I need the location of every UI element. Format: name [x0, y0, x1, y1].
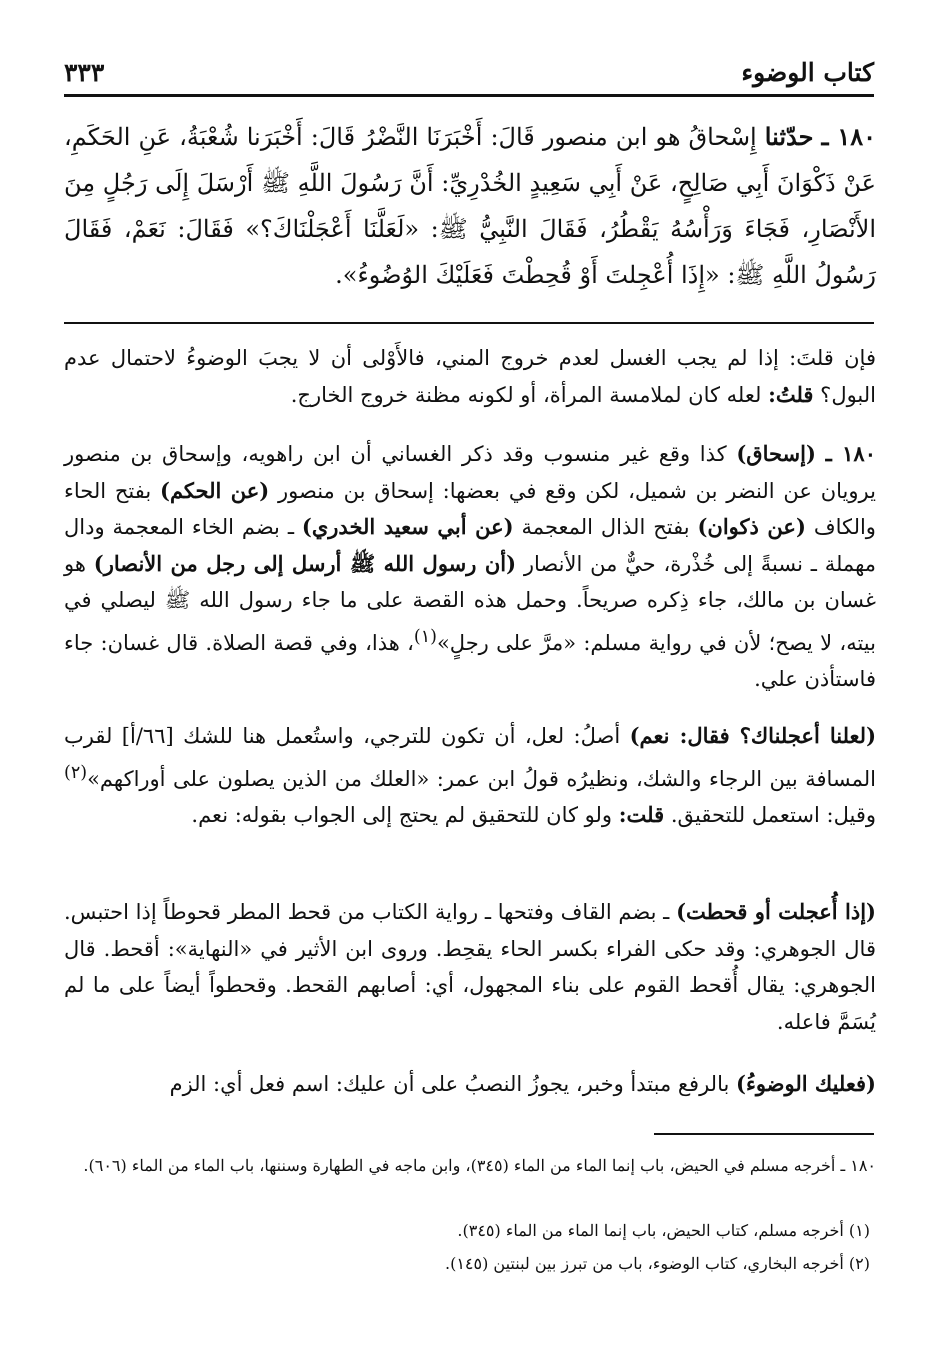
commentary-text: ـ بضم الخاء المعجمة ودال مهملة ـ نسبةً إلى خُذْرة، حيٌّ من الأنصار [64, 515, 877, 576]
commentary-lemma: (عن الحكم) [160, 477, 270, 503]
hadith-body: إِسْحاقُ هو ابن منصور قَالَ: أَخْبَرَنَا النَّضْرُ قَالَ: أَخْبَرَنا شُعْبَةُ، عَنِ الحَكَمِ، عَنْ ذَكْوَانَ أَبِي صَالِحٍ، عَنْ أَبِي سَعِيدٍ الخُدْرِيِّ: أَنَّ رَسُولَ اللَّهِ ﷺ أَرْسَلَ إِلَى رَجُلٍ مِنَ الأَنْصَارِ، فَجَاءَ وَرَأْسُهُ يَقْطُرُ، فَقَالَ النَّبِيُّ ﷺ: «لَعَلَّنَا أَعْجَلْنَاكَ؟» فَقَالَ: نَعَمْ، فَقَالَ رَسُولُ اللَّهِ ﷺ: «إِذَا أُعْجِلتَ أَوْ قُحِطْتَ فَعَلَيْكَ الوُضُوءُ». [64, 123, 876, 289]
hadith-lead: حدّثنا [764, 122, 814, 151]
commentary-lemma: (عن ذكوان) [697, 514, 806, 539]
commentary-paragraph-1 [64, 340, 876, 413]
commentary-text: بفتح الحاء والكاف [64, 478, 876, 539]
commentary-paragraph-5 [64, 1066, 876, 1103]
hadith-separator [64, 322, 874, 324]
book-title: كتاب الوضوء [741, 58, 874, 87]
commentary-bold: قلت: [618, 802, 665, 827]
footnote-1: (١) أخرجه مسلم، كتاب الحيض، باب إنما الماء من الماء (٣٤٥). [457, 1221, 870, 1240]
footnote-rule [654, 1133, 874, 1135]
commentary-text: ، هذا، وفي قصة الصلاة. قال غسان: جاء فاستأذن علي. [64, 630, 876, 691]
hadith-number: ١٨٠ ـ [821, 122, 877, 151]
commentary-text: كذا وقع غير منسوب وقد ذكر الغساني أن ابن راهويه، وإسحاق بن منصور يرويان عن النضر بن شميل، لكن وقع في بعضها: إسحاق بن منصور [64, 442, 876, 503]
commentary-paragraph-4 [64, 894, 876, 1040]
commentary-text: وقيل: استعمل للتحقيق. [670, 803, 876, 827]
commentary-bold: قلتُ: [768, 381, 814, 407]
commentary-text: أصلُ: لعل، أن تكون للترجي، واستُعمل هنا للشك [٦٦/أ] لقرب المسافة بين الرجاء والشك، ونظيرُه قولُ ابن عمر: «العلك من الذين يصلون على أوراكهم» [64, 724, 876, 791]
commentary-lemma: (فعليك الوضوءُ) [736, 1071, 876, 1096]
commentary-paragraph-2 [64, 436, 876, 698]
commentary-paragraph-3 [64, 718, 876, 834]
hadith-text [64, 114, 876, 298]
commentary-lemma: (لعلنا أعجلناك؟ فقال: نعم) [629, 723, 877, 748]
commentary-lemma: (إسحاق) [736, 441, 816, 466]
footnote-hadith: ١٨٠ ـ أخرجه مسلم في الحيض، باب إنما الماء من الماء (٣٤٥)، وابن ماجه في الطهارة وسننها، باب الماء من الماء (٦٠٦). [83, 1156, 876, 1175]
page-number: ٣٣٣ [64, 58, 105, 87]
footnote-ref: (١) [413, 626, 437, 647]
commentary-text: بفتح الذال المعجمة [521, 515, 690, 539]
commentary-lemma: (عن أبي سعيد الخدري) [301, 514, 514, 539]
commentary-lemma: (إذا أُعجلت أو قحطت) [676, 899, 876, 924]
commentary-text: لعله كان لملامسة المرأة، أو لكونه مظنة خروج الخارج. [290, 382, 762, 407]
commentary-text: ولو كان للتحقيق لم يحتج إلى الجواب بقوله: نعم. [191, 803, 613, 827]
commentary-text: بالرفع مبتدأ وخبر، يجوزُ النصبُ على أن عليك: اسم فعل أي: الزم [169, 1072, 730, 1096]
commentary-text: هو غسان بن مالك، جاء ذِكره صريحاً. وحمل هذه القصة على ما جاء رسول الله ﷺ ليصلي في بيته، لا يصح؛ لأن في رواية مسلم: «مرَّ على رجلٍ» [64, 551, 876, 655]
commentary-text: فإن قلتَ: إذا لم يجب الغسل لعدم خروج المني، فالأَوْلى أن لا يجبَ الوضوءُ لاحتمال عدم البول؟ [64, 346, 876, 407]
header-rule [64, 94, 874, 97]
commentary-number: ١٨٠ ـ [825, 441, 876, 466]
commentary-text: ـ بضم القاف وفتحها ـ رواية الكتاب من قحط المطر قحوطاً إذا احتبس. قال الجوهري: وقد حكى الفراء بكسر الحاء يقحِط. وروى ابن الأثير في «النهاية»: أقحط. قال الجوهري: يقال أُقحط القوم على بناء المجهول، أي: أصابهم القحط. وقحطواً أيضاً على ما لم يُسَمَّ فاعله. [64, 900, 876, 1034]
footnote-ref: (٢) [64, 762, 88, 783]
commentary-lemma: (أن رسول الله ﷺ أرسل إلى رجل من الأنصار) [93, 550, 517, 576]
footnote-2: (٢) أخرجه البخاري، كتاب الوضوء، باب من تبرز بين لبنتين (١٤٥). [444, 1254, 870, 1273]
